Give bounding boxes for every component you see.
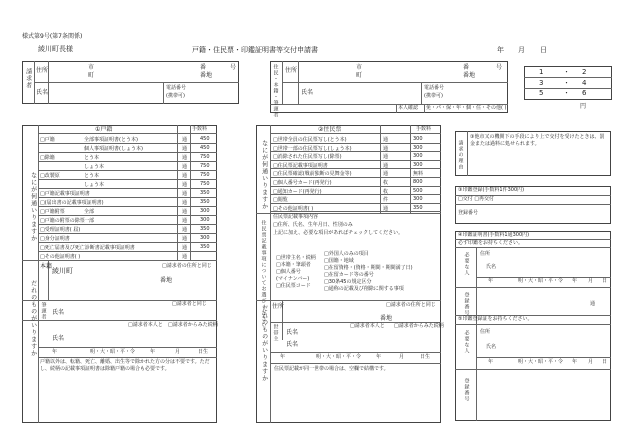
table-row[interactable] xyxy=(40,226,215,233)
row-unit: 通 xyxy=(383,163,389,169)
row-group: □死亡届書及び死亡診断書記載事項証明書 xyxy=(40,245,135,251)
row-fee: 450 xyxy=(200,136,210,142)
applicant-town: 町 xyxy=(88,72,95,79)
jumin-option[interactable]: □在留カード等の番号 xyxy=(324,272,374,278)
row-item: 個人事項証明書(しょう本) xyxy=(84,146,143,152)
page-title: 戸籍・住民票・印鑑証明書等交付申請書 xyxy=(192,46,318,54)
table-row-divider xyxy=(270,143,441,144)
counter-cell: ・ xyxy=(563,79,570,87)
jumin-birth-m: 月 xyxy=(399,354,405,360)
table-row[interactable] xyxy=(40,181,215,188)
applicant-city: 市 xyxy=(88,64,95,71)
table-row[interactable] xyxy=(40,145,215,152)
table-row[interactable] xyxy=(40,235,215,242)
row-fee: 750 xyxy=(200,163,210,169)
inkan-birth-d-2: 日 xyxy=(602,359,608,365)
form-number: 様式第9号(第7条関係) xyxy=(22,33,83,40)
jumin-who-label: だれのものがいりますか xyxy=(260,305,268,382)
applicant-label: 請求者 xyxy=(24,68,32,89)
row-unit: 通 xyxy=(182,155,188,161)
inkan-birth-m-2: 月 xyxy=(588,359,594,365)
id-check-options: 免・パ・保・年・個・住・その他( ) xyxy=(426,105,507,111)
koseki-fee-header: 手数料 xyxy=(192,126,208,132)
row-fee: 350 xyxy=(200,190,210,196)
applicant-phone-label: 電話番号 xyxy=(166,85,187,91)
inkan-name-label: 氏名 xyxy=(486,264,497,270)
addressee: 綾川町長様 xyxy=(38,45,73,53)
table-row-divider xyxy=(270,203,441,204)
row-unit: 件 xyxy=(383,197,389,203)
applicant-address-label: 住所 xyxy=(36,67,49,74)
row-group: □戸籍附票 xyxy=(40,209,65,215)
row-item: □世帯一部の住民票写し(しょう本) xyxy=(273,146,352,152)
target-phone-label: 電話番号 xyxy=(424,85,445,91)
koseki-note: 戸籍以外は、転籍、死亡、離婚、出生等で除かれた方の分は不要です。ただし、続柄の記載事項証明書は除籍戸籍の場合も必要です。 xyxy=(40,359,210,372)
row-fee: 無料 xyxy=(413,171,424,177)
koseki-section-title: ①戸籍 xyxy=(95,126,113,133)
jumin-content-basic[interactable]: □住所、氏名、生年月日、性別のみ xyxy=(273,222,353,228)
row-unit: 通 xyxy=(182,164,188,170)
table-row[interactable] xyxy=(40,136,215,143)
jumin-option[interactable]: □個人番号 xyxy=(276,269,301,275)
juminhyo-side-label2: 住民票記載事項についてお選びください xyxy=(260,220,267,328)
table-row[interactable] xyxy=(273,205,438,212)
jumin-relation-req[interactable]: □請求者からみた続柄 xyxy=(394,323,444,329)
inkan-reg-label-2: 登録番号 xyxy=(463,378,470,402)
koseki-side-label: なにが何通いりますか xyxy=(29,172,37,242)
honseki-value: 綾川町 xyxy=(52,267,73,275)
jumin-option[interactable]: □外国人のみの項目 xyxy=(324,251,369,257)
koseki-person-name-label: 氏名 xyxy=(52,335,65,342)
koseki-birth-m: 月 xyxy=(175,349,181,355)
juminhyo-side-label: なにが何通いりますか xyxy=(260,140,268,210)
table-row[interactable] xyxy=(40,154,215,161)
koseki-era: 明・大・昭・平・令 xyxy=(90,349,136,355)
row-fee: 800 xyxy=(413,179,423,185)
target-ban: 番 xyxy=(463,64,470,71)
row-unit: 通 xyxy=(383,146,389,152)
table-row[interactable] xyxy=(273,136,438,143)
applicant-go: 号 xyxy=(230,64,237,71)
reason-text: ③他市又の機関下の手段により上で交付を受けたときは、罰金または過料に処せられます。 xyxy=(470,134,605,147)
jumin-option[interactable]: □30条45の規定区分 xyxy=(324,279,372,285)
inkan-registration-no: 登録番号 xyxy=(458,210,479,216)
koseki-who-label: だれのものがいりますか xyxy=(29,280,37,357)
row-item: □消除された住民票写し(除票) xyxy=(273,154,342,160)
table-row[interactable] xyxy=(40,199,215,206)
inkan-name-label-2: 氏名 xyxy=(486,344,497,350)
table-row[interactable] xyxy=(273,170,438,177)
table-row-divider xyxy=(270,177,441,178)
honseki-banchi: 番地 xyxy=(160,277,173,284)
row-group: □(届出書の記載事項証明書) xyxy=(40,200,104,206)
counter-cell: 1 xyxy=(539,68,544,76)
row-fee: 300 xyxy=(413,153,423,159)
counter-cell: 5 xyxy=(539,89,544,97)
row-fee: 300 xyxy=(200,208,210,214)
honseki-label: 本籍 xyxy=(40,263,53,270)
row-fee: 450 xyxy=(200,145,210,151)
inkan-era-2: 明・大・昭・平・令 xyxy=(518,359,564,365)
row-group: □その他証明書( ) xyxy=(40,254,81,260)
row-item: しょう本 xyxy=(84,182,105,188)
jumin-content-label: 住民票記載事項内容 xyxy=(273,214,319,220)
row-unit: 通 xyxy=(182,245,188,251)
row-item: □個人番号カード(再発行) xyxy=(273,180,332,186)
inkan-need-note: 必ず印鑑をお持ちください。 xyxy=(458,240,524,246)
applicant-phone-note: (携帯可) xyxy=(166,93,185,99)
jumin-option[interactable]: □在留資格・(資格・期間・期間満了日) xyxy=(324,265,413,271)
koseki-birth-y2: 年 xyxy=(150,349,156,355)
koseki-birth-d: 日生 xyxy=(198,349,209,355)
row-unit: 通 xyxy=(182,200,188,206)
row-fee: 300 xyxy=(413,196,423,202)
inkan-birth-y2-2: 年 xyxy=(572,359,578,365)
row-unit: 通 xyxy=(182,173,188,179)
jumin-era: 明・大・昭・平・令 xyxy=(316,354,362,360)
row-unit: 通 xyxy=(182,218,188,224)
row-group: □戸籍の附票の除票 xyxy=(40,218,85,224)
row-fee: 500 xyxy=(413,188,423,194)
table-row[interactable] xyxy=(273,188,438,195)
row-item: □その他証明書( ) xyxy=(273,206,314,212)
row-fee: 300 xyxy=(413,162,423,168)
row-unit: 枚 xyxy=(383,189,389,195)
row-item: 一部 xyxy=(84,218,95,224)
target-address-label: 住所 xyxy=(285,67,298,74)
table-row-divider xyxy=(270,160,441,161)
table-row-divider xyxy=(270,186,441,187)
row-unit: 通 xyxy=(182,236,188,242)
reason-label: 請求の理由 xyxy=(457,140,464,170)
juminhyo-fee-header: 手数料 xyxy=(416,126,432,132)
target-go: 号 xyxy=(496,64,503,71)
inkan-birth-y: 年 xyxy=(488,278,494,284)
id-check-label: 本人確認 xyxy=(398,105,419,111)
counter-cell: 4 xyxy=(582,79,587,87)
row-group: □除籍 xyxy=(40,155,55,161)
inkan-address-label-2: 住所 xyxy=(480,329,491,335)
table-row[interactable] xyxy=(40,190,215,197)
date-day: 日 xyxy=(540,46,547,54)
row-fee: 750 xyxy=(200,172,210,178)
jumin-note: 住民票記載が同一世帯の場合は、空欄で結構です。 xyxy=(274,366,389,372)
inkan-birth-y-2: 年 xyxy=(488,359,494,365)
inkan-birth-y2: 年 xyxy=(572,278,578,284)
inkan-address-label: 住所 xyxy=(480,251,491,257)
hittousha-name-label: 氏名 xyxy=(52,309,65,316)
counter-cell: ・ xyxy=(563,89,570,97)
jumin-option[interactable]: □世帯主名・続柄 xyxy=(276,255,316,261)
inkan-who-label: 必要な人 xyxy=(463,252,470,276)
inkan-certificate-box xyxy=(455,231,611,421)
date-year: 年 xyxy=(497,46,504,54)
inkan-birth-m: 月 xyxy=(588,278,594,284)
counter-cell: 3 xyxy=(539,79,544,87)
row-unit: 通 xyxy=(182,146,188,152)
yen-label: 円 xyxy=(580,103,587,110)
table-row[interactable] xyxy=(40,217,215,224)
row-fee: 300 xyxy=(413,145,423,151)
row-fee: 300 xyxy=(200,235,210,241)
row-item: 全部事項証明書(とう本) xyxy=(84,137,138,143)
row-fee: 350 xyxy=(200,199,210,205)
table-row[interactable] xyxy=(40,208,215,215)
target-banchi: 番地 xyxy=(463,72,476,79)
target-label: 住民・本籍・筆頭者 xyxy=(272,64,279,118)
table-row[interactable] xyxy=(273,145,438,152)
jumin-address-same[interactable]: □請求者の住所と同じ xyxy=(386,302,436,308)
counter-cell: 2 xyxy=(582,68,587,76)
row-group: □受理証明書( 届) xyxy=(40,227,81,233)
row-item: □通知カード(再発行) xyxy=(273,189,322,195)
jumin-option: (マイナンバー) xyxy=(276,276,310,282)
row-unit: 通 xyxy=(383,137,389,143)
row-fee: 350 xyxy=(413,205,423,211)
hittousha-label: 筆頭者 xyxy=(40,302,47,320)
koseki-relation-req[interactable]: □請求者からみた続柄 xyxy=(168,322,218,328)
row-group: □改製原 xyxy=(40,173,60,179)
row-item: とう本 xyxy=(84,173,100,179)
hittousha-same-checkbox[interactable]: □請求者と同じ xyxy=(172,301,207,307)
row-item: □閲覧 xyxy=(273,197,288,203)
jumin-option[interactable]: □国籍・地域 xyxy=(324,258,354,264)
jumin-birth-d: 日生 xyxy=(420,354,431,360)
row-unit: 通 xyxy=(383,154,389,160)
jumin-option[interactable]: □本籍・筆頭者 xyxy=(276,262,311,268)
row-unit: 通 xyxy=(182,182,188,188)
jumin-option[interactable]: □通称の記載及び削除に関する事項 xyxy=(324,286,404,292)
row-fee: 350 xyxy=(200,244,210,250)
table-row[interactable] xyxy=(40,172,215,179)
jumin-birth-y: 年 xyxy=(280,354,286,360)
row-fee: 300 xyxy=(413,136,423,142)
table-row[interactable] xyxy=(273,196,438,203)
jumin-address-label: 住所 xyxy=(272,303,285,310)
koseki-relation-self[interactable]: □請求者本人と xyxy=(128,322,163,328)
target-name-label: 氏名 xyxy=(301,89,314,96)
honseki-same-checkbox[interactable]: □請求者の住所と同じ xyxy=(162,263,212,269)
counter-cell: ・ xyxy=(563,68,570,76)
inkan-unit: 通 xyxy=(590,301,596,307)
row-group: □戸籍 xyxy=(40,137,55,143)
row-item: □住民票記載事項証明書 xyxy=(273,163,328,169)
inkan-who-label-2: 必要な人 xyxy=(463,330,470,354)
jumin-relation-self[interactable]: □請求者本人と xyxy=(350,323,385,329)
koseki-birth-y: 年 xyxy=(52,349,58,355)
row-unit: 通 xyxy=(182,137,188,143)
target-phone-note: (携帯可) xyxy=(424,93,443,99)
jumin-content-note: 上記に加え、必要な項目があればチェックしてください。 xyxy=(273,230,404,236)
date-month: 月 xyxy=(518,46,525,54)
row-item: 全部 xyxy=(84,209,95,215)
inkan-birth-d: 日 xyxy=(602,278,608,284)
table-row[interactable] xyxy=(273,162,438,169)
jumin-banchi: 番地 xyxy=(380,315,393,322)
row-fee: 750 xyxy=(200,181,210,187)
row-item: □住民票確認(戦前独断の見舞金等) xyxy=(273,171,352,177)
row-item: □世帯全員の住民票写し(とう本) xyxy=(273,137,347,143)
table-row[interactable] xyxy=(273,153,438,160)
jumin-person-name-label: 氏名 xyxy=(286,341,299,348)
table-row[interactable] xyxy=(40,163,215,170)
row-unit: 通 xyxy=(182,227,188,233)
inkan-era: 明・大・昭・平・令 xyxy=(518,278,564,284)
row-group: □身分証明書 xyxy=(40,236,70,242)
inkan-certificate-title: ④印鑑証明書(手数料1通300円) xyxy=(458,232,530,238)
jumin-head-label: 世帯主 xyxy=(272,324,279,342)
inkan-reg-label: 登録番号 xyxy=(463,292,470,316)
table-row[interactable] xyxy=(40,244,215,251)
target-city: 市 xyxy=(356,64,363,71)
row-unit: 通 xyxy=(182,209,188,215)
jumin-birth-y2: 年 xyxy=(376,354,382,360)
row-fee: 350 xyxy=(200,226,210,232)
row-unit: 枚 xyxy=(383,180,389,186)
row-unit: 通 xyxy=(383,206,389,212)
table-row[interactable] xyxy=(273,179,438,186)
row-item: しょう本 xyxy=(84,164,105,170)
applicant-name-label: 氏名 xyxy=(36,89,49,96)
applicant-banchi: 番地 xyxy=(200,72,213,79)
row-fee: 300 xyxy=(200,217,210,223)
applicant-ban: 番 xyxy=(200,64,207,71)
inkan-registration-options[interactable]: □交付 □再交付 xyxy=(458,196,495,202)
inkan-card-note: ⑤印鑑登録証をお持ちください。 xyxy=(458,316,533,322)
target-town: 町 xyxy=(356,72,363,79)
row-unit: 通 xyxy=(182,254,188,260)
row-unit: 通 xyxy=(383,171,389,177)
jumin-head-name-label: 氏名 xyxy=(286,329,299,336)
row-unit: 通 xyxy=(182,191,188,197)
row-fee: 750 xyxy=(200,154,210,160)
jumin-option[interactable]: □住民票コード xyxy=(276,283,311,289)
row-item: とう本 xyxy=(84,155,100,161)
table-row[interactable] xyxy=(40,253,215,260)
row-group: □戸籍記載事項証明書 xyxy=(40,191,90,197)
juminhyo-section-title: ②住民票 xyxy=(318,126,342,133)
counter-cell: 6 xyxy=(582,89,587,97)
inkan-registration-title: ③印鑑登録(手数料1件300円) xyxy=(458,187,525,193)
